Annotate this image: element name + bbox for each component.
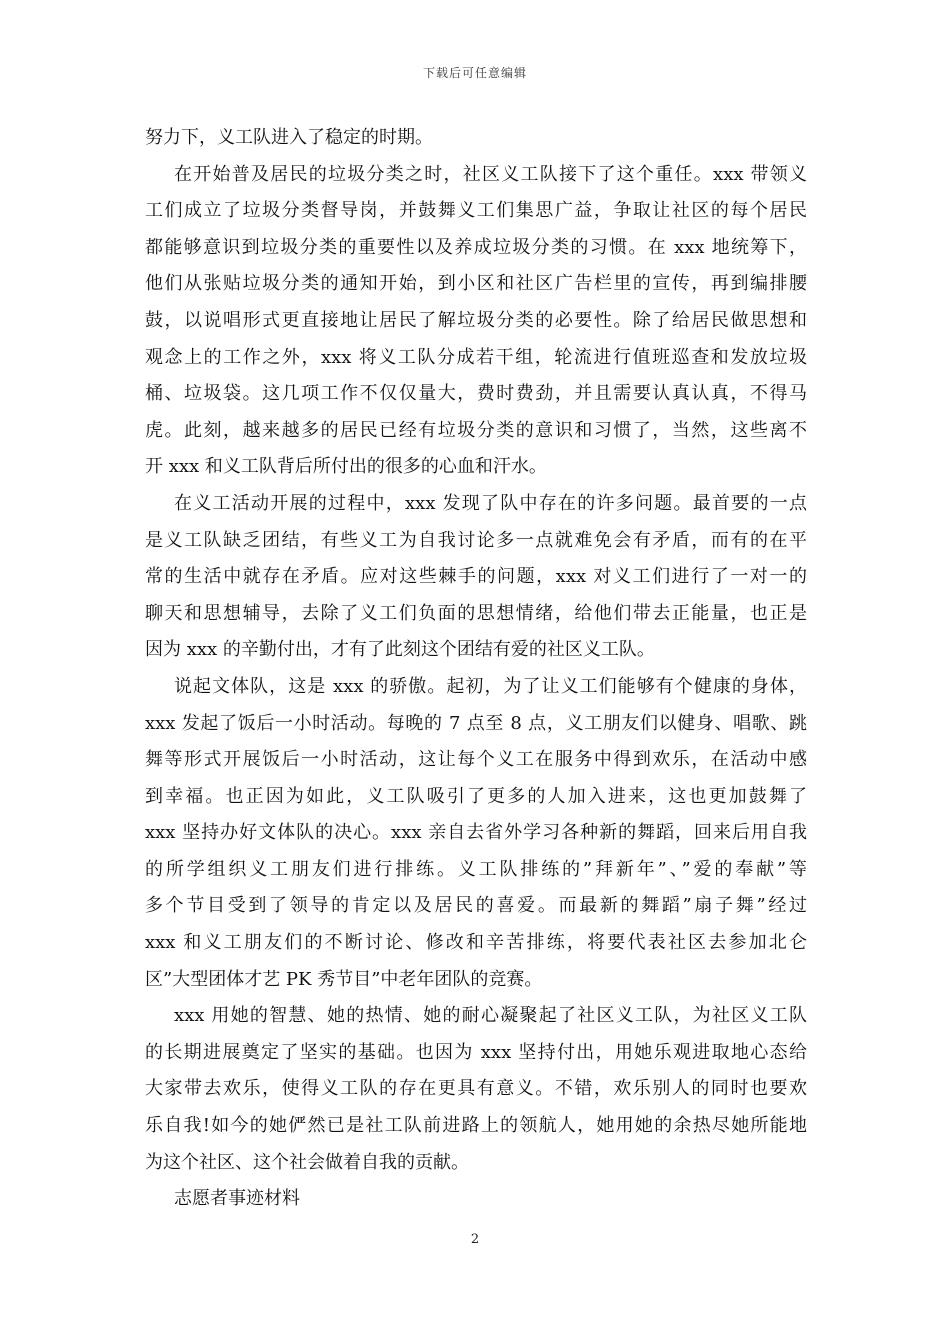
page-header: 下载后可任意编辑 — [422, 66, 527, 80]
text-line: 乐自我!如今的她俨然已是社工队前进路上的领航人，她用她的余热尽她所能地 — [145, 1115, 807, 1137]
text-line: 常的生活中就存在矛盾。应对这些棘手的问题，xxx 对义工们进行了一对一的 — [145, 566, 807, 588]
text-line: 鼓，以说唱形式更直接地让居民了解垃圾分类的必要性。除了给居民做思想和 — [145, 309, 807, 331]
text-line: xxx 发起了饭后一小时活动。每晚的 7 点至 8 点，义工朋友们以健身、唱歌、跳 — [145, 712, 807, 734]
text-line: 舞等形式开展饭后一小时活动，这让每个义工在服务中得到欢乐，在活动中感 — [145, 749, 807, 771]
text-line: 在开始普及居民的垃圾分类之时，社区义工队接下了这个重任。xxx 带领义 — [174, 163, 807, 185]
text-line: 的所学组织义工朋友们进行排练。义工队排练的”拜新年”、”爱的奉献”等 — [145, 858, 807, 880]
text-line: 多个节目受到了领导的肯定以及居民的喜爱。而最新的舞蹈”扇子舞”经过 — [145, 895, 807, 917]
text-line: 志愿者事迹材料 — [174, 1188, 300, 1210]
text-line: 工们成立了垃圾分类督导岗，并鼓舞义工们集思广益，争取让社区的每个居民 — [145, 200, 807, 222]
text-line: 观念上的工作之外，xxx 将义工队分成若干组，轮流进行值班巡查和发放垃圾 — [145, 346, 807, 368]
text-line: 为这个社区、这个社会做着自我的贡献。 — [145, 1151, 469, 1173]
text-line: 虎。此刻，越来越多的居民已经有垃圾分类的意识和习惯了，当然，这些离不 — [145, 419, 807, 441]
text-line: 桶、垃圾袋。这几项工作不仅仅量大，费时费劲，并且需要认真认真，不得马 — [145, 383, 807, 405]
text-line: 努力下，义工队进入了稳定的时期。 — [145, 127, 433, 148]
text-line: 区”大型团体才艺 PK 秀节目”中老年团队的竞赛。 — [145, 968, 543, 990]
text-line: 在义工活动开展的过程中，xxx 发现了队中存在的许多问题。最首要的一点 — [174, 492, 807, 514]
text-line: 他们从张贴垃圾分类的通知开始，到小区和社区广告栏里的宣传，再到编排腰 — [145, 273, 807, 295]
page-number: 2 — [470, 1232, 480, 1247]
text-line: 说起文体队，这是 xxx 的骄傲。起初，为了让义工们能够有个健康的身体， — [174, 675, 807, 697]
text-line: 大家带去欢乐，使得义工队的存在更具有意义。不错，欢乐别人的同时也要欢 — [145, 1078, 807, 1100]
text-line: 因为 xxx 的辛勤付出，才有了此刻这个团结有爱的社区义工队。 — [145, 639, 655, 661]
text-line: xxx 和义工朋友们的不断讨论、修改和辛苦排练，将要代表社区去参加北仑 — [145, 932, 807, 954]
text-line: xxx 用她的智慧、她的热情、她的耐心凝聚起了社区义工队，为社区义工队 — [174, 1005, 807, 1027]
text-line: 的长期进展奠定了坚实的基础。也因为 xxx 坚持付出，用她乐观进取地心态给 — [145, 1041, 807, 1063]
text-line: 开 xxx 和义工队背后所付出的很多的心血和汗水。 — [145, 456, 547, 478]
document-body — [145, 120, 807, 1218]
text-line: 到幸福。也正因为如此，义工队吸引了更多的人加入进来，这也更加鼓舞了 — [145, 785, 807, 807]
text-line: 都能够意识到垃圾分类的重要性以及养成垃圾分类的习惯。在 xxx 地统筹下， — [145, 236, 807, 258]
text-line: 是义工队缺乏团结，有些义工为自我讨论多一点就难免会有矛盾，而有的在平 — [145, 529, 807, 551]
text-line: 聊天和思想辅导，去除了义工们负面的思想情绪，给他们带去正能量，也正是 — [145, 602, 807, 624]
text-line: xxx 坚持办好文体队的决心。xxx 亲自去省外学习各种新的舞蹈，回来后用自我 — [145, 822, 807, 844]
